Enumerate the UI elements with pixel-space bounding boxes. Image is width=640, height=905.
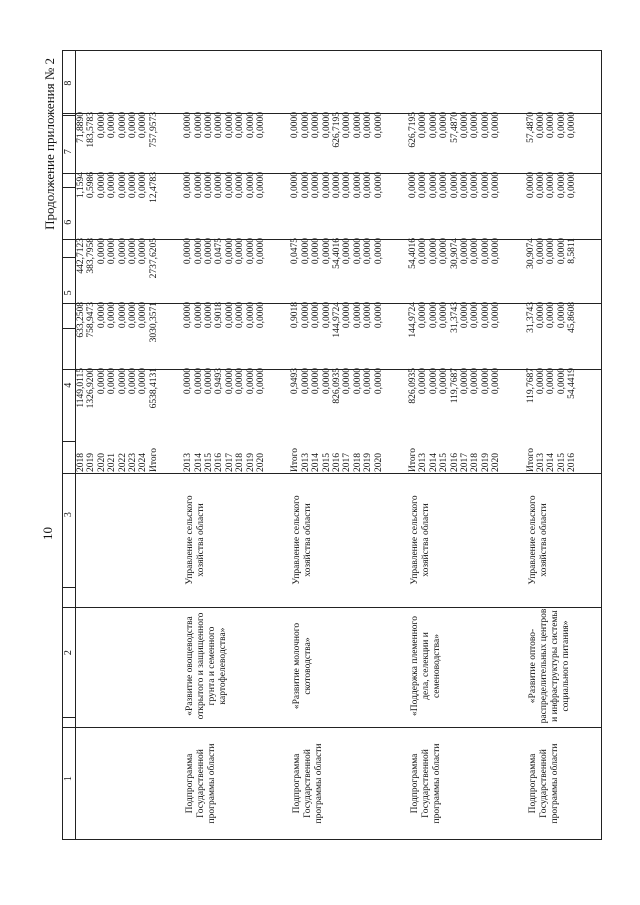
amount-cell: 0,0000 [470, 238, 481, 265]
amount-cell: 0,0000 [183, 112, 194, 139]
subprogram-name: «Поддержка племенного дела, селекции и семеноводства» [410, 616, 442, 716]
amount-cell: 0,0000 [321, 302, 332, 329]
amount-cell: 0,0000 [245, 368, 256, 395]
amount-cell: 0,0000 [128, 172, 139, 199]
amount-cell: 0,0000 [439, 238, 450, 265]
column-header: 2 [63, 587, 76, 717]
amount-cell: 0,0000 [428, 112, 439, 139]
year-cell: 2013 [300, 453, 311, 472]
amount-cell: 0,0000 [204, 302, 214, 329]
amount-cell: 0,0000 [193, 302, 204, 329]
amount-cell: 0,0000 [204, 238, 214, 265]
amount-cell: 0,0000 [536, 238, 546, 265]
amount-cell: 0,0000 [567, 172, 578, 199]
amount-cell: 0,0000 [342, 238, 353, 265]
amount-cell: 0,0000 [300, 172, 311, 199]
amount-cell: 12,4783 [148, 172, 159, 203]
amount-cell: 0,0000 [342, 368, 353, 395]
amount-cell: 1149,0115 [76, 368, 86, 408]
amount-cell: 0,0000 [373, 302, 384, 329]
amount-cell: 0,0000 [128, 302, 139, 329]
amount-cell: 0,0000 [96, 172, 107, 199]
amount-cell: 0,0000 [311, 238, 322, 265]
amount-cell: 826,0935 [332, 368, 343, 404]
amount-cell: 0,0000 [96, 238, 107, 265]
amount-cell: 0,0000 [245, 238, 256, 265]
amount-cell: 0,0000 [460, 368, 471, 395]
year-cell: 2016 [332, 453, 343, 472]
amount-cell: 0,0000 [352, 172, 363, 199]
amount-cell: 0,0000 [138, 238, 149, 265]
amount-cell: 626,7195 [332, 112, 343, 148]
amount-cell: 31,3743 [525, 302, 536, 333]
amount-cell: 0,0000 [373, 172, 384, 199]
year-cell: 2019 [245, 453, 256, 472]
amount-cell: 0,0000 [536, 368, 546, 395]
year-cell: 2020 [373, 453, 384, 472]
amount-cell: 0,0000 [300, 302, 311, 329]
year-cell: 2021 [107, 453, 118, 472]
amount-cell: 0,0000 [460, 302, 471, 329]
amount-cell: 0,0000 [525, 172, 536, 199]
year-cell: 2015 [439, 453, 450, 472]
column-header: 5 [63, 257, 76, 329]
amount-cell: 0,0000 [342, 302, 353, 329]
amount-cell: 0,0000 [290, 172, 301, 199]
year-cell: Итого [525, 447, 536, 472]
amount-cell: 0,0000 [536, 302, 546, 329]
amount-cell: 0,0000 [138, 112, 149, 139]
amount-cell: 0,0000 [418, 112, 429, 139]
amount-cell: 0,0000 [128, 368, 139, 395]
year-cell: 2014 [428, 453, 439, 472]
amount-cell: 0,0000 [235, 172, 246, 199]
year-cell: 2013 [183, 453, 194, 472]
amount-cell: 0,0000 [107, 302, 118, 329]
amount-cell: 0,0000 [256, 368, 267, 395]
amount-cell: 0,0000 [556, 302, 567, 329]
year-cell: 2014 [546, 453, 557, 472]
subprogram-name: «Развитие овощеводства открытого и защищенного грунта и семенного картофелеводства» [185, 612, 229, 720]
responsible-executor: Управление сельского хозяйства области [527, 495, 549, 585]
amount-cell: 0,0000 [321, 238, 332, 265]
amount-cell: 0,0000 [214, 172, 225, 199]
amount-cell: 0,0000 [556, 368, 567, 395]
amount-cell: 0,0000 [470, 302, 481, 329]
year-cell: 2013 [536, 453, 546, 472]
column-divider [62, 113, 602, 114]
amount-cell: 0,0000 [480, 368, 491, 395]
amount-cell: 0,0000 [117, 368, 128, 395]
amount-cell: 31,3743 [449, 302, 460, 333]
amount-cell: 144,9724 [332, 302, 343, 338]
amount-cell: 0,0000 [224, 238, 235, 265]
amount-cell: 0,0000 [480, 172, 491, 199]
amount-cell: 0,0000 [470, 172, 481, 199]
amount-cell: 0,0475 [214, 238, 225, 265]
amount-cell: 3030,3571 [148, 302, 159, 343]
column-divider [62, 303, 602, 304]
amount-cell: 0,0000 [439, 368, 450, 395]
amount-cell: 0,0000 [300, 368, 311, 395]
amount-cell: 0,0000 [107, 172, 118, 199]
amount-cell: 0,0000 [439, 302, 450, 329]
amount-cell: 54,4016 [408, 238, 418, 269]
amount-cell: 0,5986 [86, 172, 97, 199]
appendix-caption: Продолжение приложения № 2 [42, 58, 57, 230]
amount-cell: 0,0000 [480, 238, 491, 265]
year-cell: 2015 [321, 453, 332, 472]
amount-cell: 0,0000 [235, 112, 246, 139]
amount-cell: 144,9724 [408, 302, 418, 338]
program-type-label: Подпрограмма Государственной программы области [527, 743, 560, 824]
amount-cell: 0,0000 [256, 112, 267, 139]
amount-cell: 0,0000 [193, 112, 204, 139]
amount-cell: 0,0000 [107, 112, 118, 139]
amount-cell: 0,0000 [256, 238, 267, 265]
amount-cell: 0,0000 [193, 172, 204, 199]
year-cell: 2020 [96, 453, 107, 472]
program-type-label: Подпрограмма Государственной программы области [292, 743, 325, 824]
year-cell: 2017 [342, 453, 353, 472]
year-cell: 2022 [117, 453, 128, 472]
amount-cell: 0,0000 [138, 368, 149, 395]
amount-cell: 0,0000 [204, 172, 214, 199]
amount-cell: 0,0000 [224, 368, 235, 395]
amount-cell: 0,0000 [183, 368, 194, 395]
amount-cell: 119,7687 [449, 368, 460, 404]
amount-cell: 442,7123 [76, 238, 86, 274]
year-cell: 2018 [470, 453, 481, 472]
funding-table-header [62, 50, 76, 840]
amount-cell: 0,0000 [556, 238, 567, 265]
year-cell: 2024 [138, 453, 149, 472]
amount-cell: 0,0000 [214, 112, 225, 139]
amount-cell: 633,2508 [76, 302, 86, 338]
amount-cell: 0,0000 [428, 302, 439, 329]
year-cell: 2016 [214, 453, 225, 472]
amount-cell: 54,4419 [567, 368, 578, 399]
amount-cell: 0,0000 [418, 368, 429, 395]
program-section [290, 50, 384, 840]
amount-cell: 2737,6205 [148, 238, 159, 279]
amount-cell: 57,4870 [449, 112, 460, 143]
column-header: 3 [63, 442, 76, 588]
amount-cell: 826,0935 [408, 368, 418, 404]
amount-cell: 757,9573 [148, 112, 159, 148]
amount-cell: 0,0000 [245, 302, 256, 329]
amount-cell: 0,0000 [556, 172, 567, 199]
amount-cell: 0,0000 [536, 112, 546, 139]
program-type-label: Подпрограмма Государственной программы области [185, 743, 218, 824]
amount-cell: 6538,4131 [148, 368, 159, 409]
amount-cell: 0,0000 [245, 172, 256, 199]
amount-cell: 0,0000 [138, 172, 149, 199]
amount-cell: 0,0000 [439, 172, 450, 199]
year-cell: 2019 [363, 453, 374, 472]
column-divider [62, 173, 602, 174]
year-cell: 2020 [256, 453, 267, 472]
amount-cell: 0,0000 [96, 368, 107, 395]
column-header: 8 [63, 51, 76, 116]
column-header: 7 [63, 116, 76, 188]
amount-cell: 119,7687 [525, 368, 536, 404]
amount-cell: 0,0000 [460, 238, 471, 265]
amount-cell: 0,0000 [183, 172, 194, 199]
responsible-executor: Управление сельского хозяйства области [185, 495, 207, 585]
amount-cell: 8,5811 [567, 238, 578, 264]
amount-cell: 0,0000 [128, 238, 139, 265]
amount-cell: 71,8890 [76, 112, 86, 143]
program-type-label: Подпрограмма Государственной программы области [410, 743, 442, 824]
amount-cell: 0,0000 [245, 112, 256, 139]
amount-cell: 0,0000 [321, 112, 332, 139]
subprogram-name: «Развитие оптово-распределительных центров и инфраструктуры системы социального питания» [527, 608, 571, 724]
amount-cell: 0,0000 [342, 172, 353, 199]
year-cell: Итого [408, 447, 418, 472]
amount-cell: 0,0000 [428, 172, 439, 199]
amount-cell: 0,0000 [428, 238, 439, 265]
amount-cell: 1,1594 [76, 172, 86, 199]
year-cell: 2018 [235, 453, 246, 472]
amount-cell: 0,0000 [311, 112, 322, 139]
amount-cell: 0,0000 [321, 368, 332, 395]
year-cell: 2016 [567, 453, 578, 472]
amount-cell: 0,0000 [491, 368, 502, 395]
amount-cell: 30,9074 [449, 238, 460, 269]
amount-cell: 0,0000 [107, 368, 118, 395]
amount-cell: 0,0000 [204, 112, 214, 139]
amount-cell: 0,0000 [235, 368, 246, 395]
amount-cell: 0,0000 [546, 238, 557, 265]
amount-cell: 0,0000 [567, 112, 578, 139]
program-section [183, 50, 266, 840]
year-cell: 2023 [128, 453, 139, 472]
amount-cell: 0,9018 [214, 302, 225, 329]
amount-cell: 0,0000 [311, 302, 322, 329]
amount-cell: 0,9493 [214, 368, 225, 395]
amount-cell: 383,7958 [86, 238, 97, 274]
subprogram-name: «Развитие молочного скотоводства» [292, 622, 314, 710]
amount-cell: 0,0000 [224, 172, 235, 199]
amount-cell: 0,0000 [352, 302, 363, 329]
amount-cell: 0,0000 [480, 112, 491, 139]
amount-cell: 0,0000 [418, 302, 429, 329]
year-cell: 2016 [449, 453, 460, 472]
responsible-executor: Управление сельского хозяйства области [292, 495, 314, 585]
table-bottom-border [601, 50, 602, 840]
amount-cell: 0,0000 [470, 112, 481, 139]
amount-cell: 0,0000 [546, 112, 557, 139]
amount-cell: 0,9018 [290, 302, 301, 329]
year-cell: 2020 [491, 453, 502, 472]
amount-cell: 0,0000 [107, 238, 118, 265]
amount-cell: 758,9473 [86, 302, 97, 338]
amount-cell: 0,0000 [300, 238, 311, 265]
amount-cell: 0,0000 [224, 302, 235, 329]
amount-cell: 0,0000 [96, 302, 107, 329]
year-cell: 2019 [86, 453, 97, 472]
amount-cell: 0,0000 [193, 368, 204, 395]
amount-cell: 0,0000 [256, 302, 267, 329]
column-header: 1 [63, 718, 76, 840]
year-cell: 2015 [204, 453, 214, 472]
amount-cell: 0,0000 [290, 112, 301, 139]
amount-cell: 54,4016 [332, 238, 343, 269]
amount-cell: 0,0000 [536, 172, 546, 199]
amount-cell: 0,0000 [321, 172, 332, 199]
amount-cell: 0,0000 [332, 172, 343, 199]
amount-cell: 0,0000 [373, 238, 384, 265]
amount-cell: 0,0000 [449, 172, 460, 199]
amount-cell: 0,0000 [117, 238, 128, 265]
amount-cell: 0,0000 [491, 112, 502, 139]
program-section [408, 50, 502, 840]
amount-cell: 0,0000 [117, 112, 128, 139]
year-cell: Итого [290, 447, 301, 472]
amount-cell: 0,0000 [491, 172, 502, 199]
amount-cell: 0,0000 [470, 368, 481, 395]
amount-cell: 183,5783 [86, 112, 97, 148]
amount-cell: 0,0000 [556, 112, 567, 139]
amount-cell: 0,0000 [311, 172, 322, 199]
amount-cell: 0,0000 [363, 302, 374, 329]
rotated-landscape-page [40, 50, 602, 840]
amount-cell: 0,0000 [128, 112, 139, 139]
column-header: 4 [63, 329, 76, 442]
amount-cell: 0,0000 [193, 238, 204, 265]
amount-cell: 0,0000 [418, 172, 429, 199]
amount-cell: 0,0000 [439, 112, 450, 139]
amount-cell: 0,0000 [256, 172, 267, 199]
amount-cell: 30,9074 [525, 238, 536, 269]
amount-cell: 0,0000 [352, 368, 363, 395]
amount-cell: 0,0000 [300, 112, 311, 139]
amount-cell: 0,0000 [418, 238, 429, 265]
amount-cell: 1326,9200 [86, 368, 97, 409]
amount-cell: 0,0000 [408, 172, 418, 199]
amount-cell: 0,0000 [546, 368, 557, 395]
amount-cell: 0,0000 [342, 112, 353, 139]
year-cell: 2019 [480, 453, 491, 472]
amount-cell: 0,0000 [363, 238, 374, 265]
year-cell: 2017 [460, 453, 471, 472]
amount-cell: 57,4870 [525, 112, 536, 143]
amount-cell: 0,0000 [363, 112, 374, 139]
amount-cell: 0,0000 [491, 238, 502, 265]
amount-cell: 0,0000 [117, 172, 128, 199]
column-divider [62, 607, 602, 608]
amount-cell: 0,0000 [546, 302, 557, 329]
amount-cell: 0,0000 [352, 238, 363, 265]
amount-cell: 0,0000 [491, 302, 502, 329]
column-divider [62, 369, 602, 370]
year-cell: 2015 [556, 453, 567, 472]
amount-cell: 0,0000 [373, 368, 384, 395]
amount-cell: 0,9493 [290, 368, 301, 395]
amount-cell: 0,0000 [204, 368, 214, 395]
column-header: 6 [63, 187, 76, 257]
program-section [526, 50, 578, 840]
amount-cell: 0,0000 [546, 172, 557, 199]
year-cell: 2013 [418, 453, 429, 472]
amount-cell: 0,0000 [117, 302, 128, 329]
amount-cell: 0,0000 [183, 302, 194, 329]
column-divider [62, 727, 602, 728]
amount-cell: 0,0000 [138, 302, 149, 329]
year-cell: 2014 [311, 453, 322, 472]
amount-cell: 0,0000 [235, 238, 246, 265]
program-section [76, 50, 159, 840]
amount-cell: 0,0000 [224, 112, 235, 139]
amount-cell: 626,7195 [408, 112, 418, 148]
page-number: 10 [40, 527, 55, 540]
year-cell: 2014 [193, 453, 204, 472]
year-cell: Итого [148, 447, 159, 472]
column-divider [62, 473, 602, 474]
amount-cell: 0,0475 [290, 238, 301, 265]
amount-cell: 0,0000 [96, 112, 107, 139]
amount-cell: 0,0000 [363, 368, 374, 395]
year-cell: 2018 [352, 453, 363, 472]
amount-cell: 0,0000 [460, 112, 471, 139]
amount-cell: 0,0000 [460, 172, 471, 199]
responsible-executor: Управление сельского хозяйства области [410, 495, 431, 585]
amount-cell: 0,0000 [352, 112, 363, 139]
column-number-row [63, 51, 76, 840]
amount-cell: 0,0000 [373, 112, 384, 139]
year-cell: 2017 [224, 453, 235, 472]
amount-cell: 45,8608 [567, 302, 578, 333]
amount-cell: 0,0000 [235, 302, 246, 329]
amount-cell: 0,0000 [363, 172, 374, 199]
amount-cell: 0,0000 [428, 368, 439, 395]
amount-cell: 0,0000 [480, 302, 491, 329]
amount-cell: 0,0000 [183, 238, 194, 265]
column-divider [62, 239, 602, 240]
year-cell: 2018 [76, 453, 86, 472]
amount-cell: 0,0000 [311, 368, 322, 395]
